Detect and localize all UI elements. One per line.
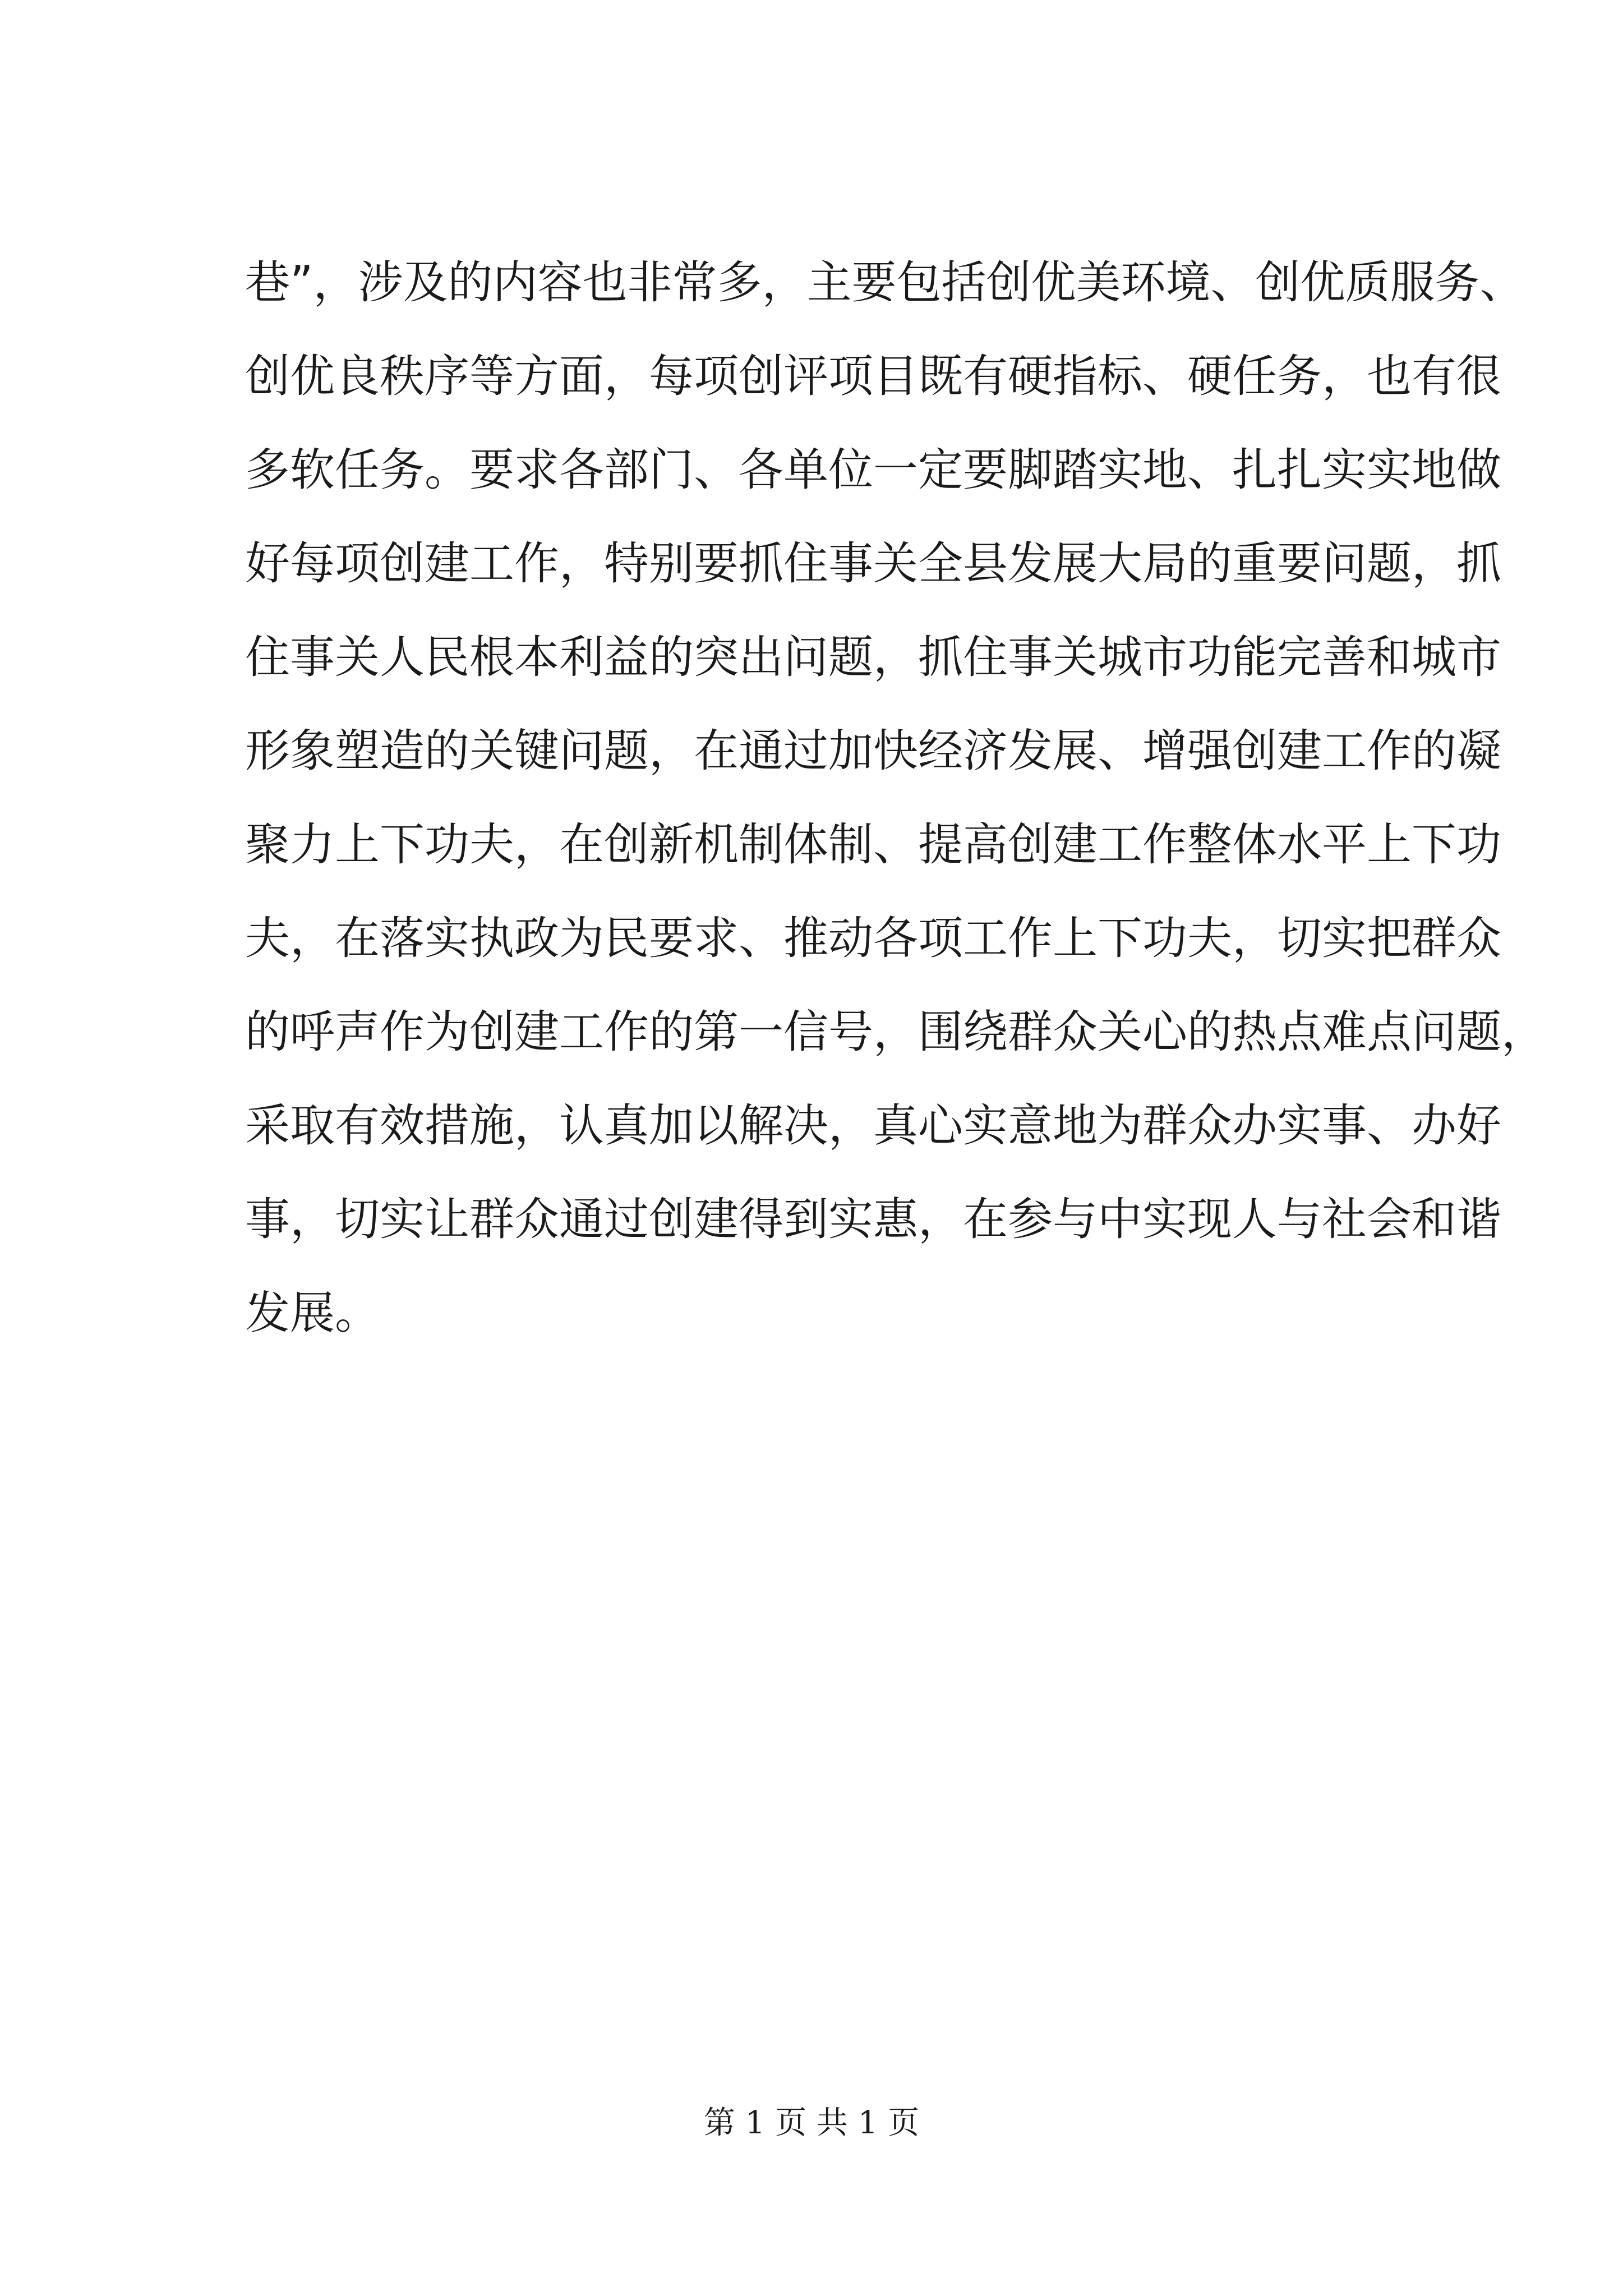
paragraph-line: 聚力上下功夫，在创新机制体制、提高创建工作整体水平上下功: [245, 818, 1501, 871]
paragraph-line: 多软任务。要求各部门、各单位一定要脚踏实地、扎扎实实地做: [245, 444, 1501, 496]
paragraph-line: 住事关人民根本利益的突出问题，抓住事关城市功能完善和城市: [245, 631, 1501, 683]
paragraph-line: 发展。: [245, 1287, 380, 1339]
paragraph-line: 好每项创建工作，特别要抓住事关全县发展大局的重要问题，抓: [245, 537, 1501, 590]
page-number-footer: 第 1 页 共 1 页: [703, 2105, 920, 2141]
paragraph-line: 巷”，涉及的内容也非常多，主要包括创优美环境、创优质服务、: [245, 256, 1525, 309]
paragraph-line: 夫，在落实执政为民要求、推动各项工作上下功夫，切实把群众: [245, 912, 1501, 964]
paragraph-line: 创优良秩序等方面，每项创评项目既有硬指标、硬任务，也有很: [245, 350, 1501, 402]
paragraph-line: 形象塑造的关键问题，在通过加快经济发展、增强创建工作的凝: [245, 725, 1501, 777]
paragraph-line: 事，切实让群众通过创建得到实惠，在参与中实现人与社会和谐: [245, 1193, 1501, 1245]
paragraph-line: 采取有效措施，认真加以解决，真心实意地为群众办实事、办好: [245, 1099, 1501, 1152]
paragraph-line: 的呼声作为创建工作的第一信号，围绕群众关心的热点难点问题，: [245, 1006, 1546, 1058]
body-paragraph: [245, 236, 1546, 1360]
